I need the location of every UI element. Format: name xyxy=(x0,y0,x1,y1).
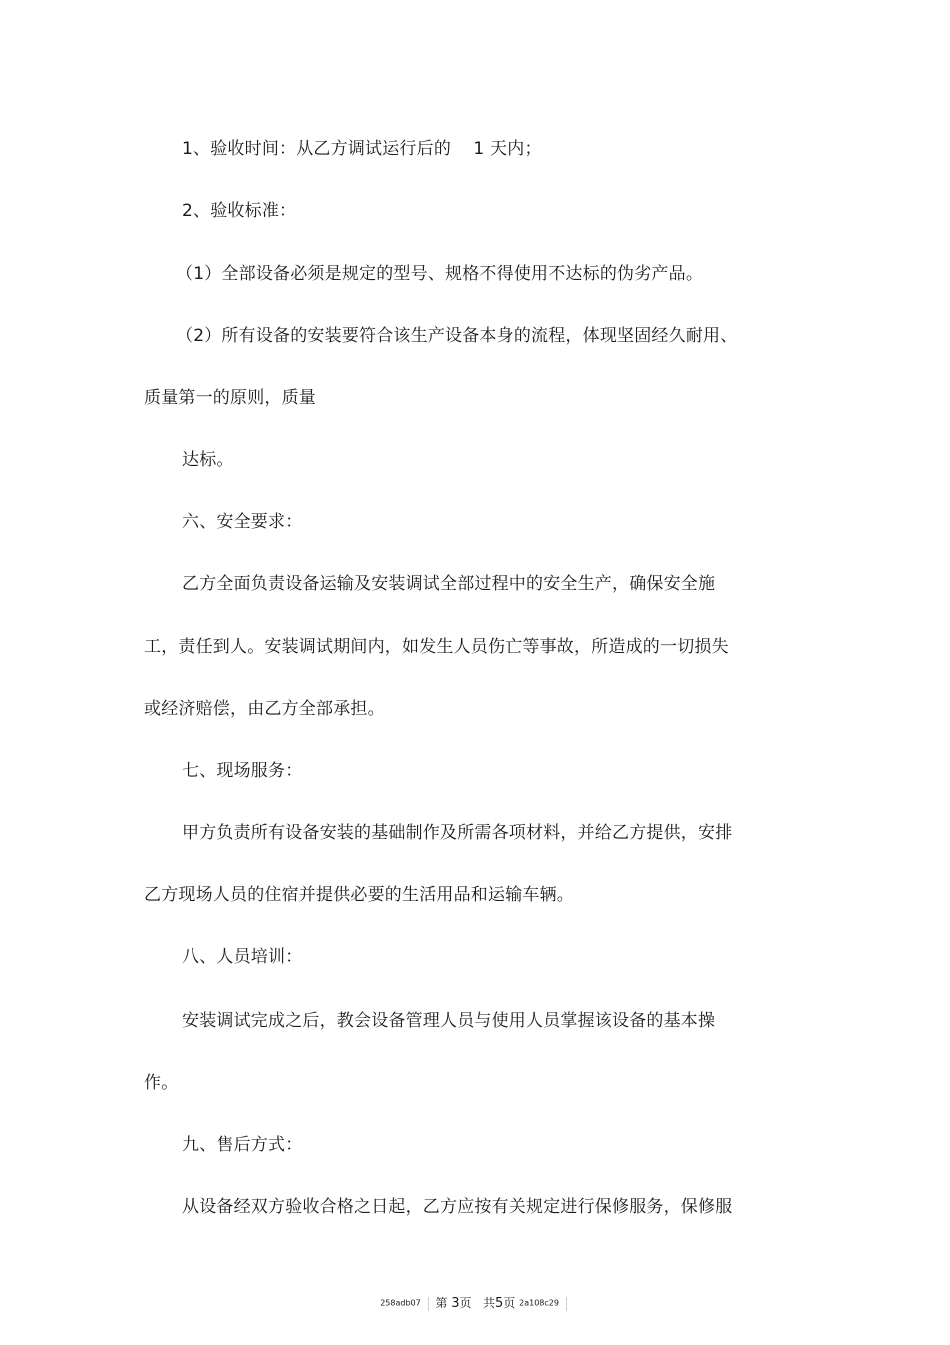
safety-paragraph-line-2: 工，责任到人。安装调试期间内，如发生人员伤亡等事故，所造成的一切损失 xyxy=(144,637,729,657)
footer-divider-right xyxy=(566,1297,567,1311)
onsite-service-heading: 七、现场服务： xyxy=(182,761,303,781)
page-footer xyxy=(0,1296,950,1311)
footer-divider-left xyxy=(428,1297,429,1311)
onsite-service-line-1: 甲方负责所有设备安装的基础制作及所需各项材料，并给乙方提供，安排 xyxy=(182,823,733,843)
footer-page-suffix: 页 xyxy=(459,1296,472,1310)
after-sales-line-1: 从设备经双方验收合格之日起，乙方应按有关规定进行保修服务，保修服 xyxy=(182,1197,733,1217)
standard-item-2-continued: 质量第一的原则，质量 xyxy=(144,388,316,408)
standard-item-1: （1）全部设备必须是规定的型号、规格不得使用不达标的伪劣产品。 xyxy=(176,264,704,284)
acceptance-time-line: 1、验收时间：从乙方调试运行后的 1 天内； xyxy=(182,139,542,159)
footer-page-prefix: 第 xyxy=(435,1296,448,1310)
footer-total-prefix: 共 xyxy=(482,1296,495,1310)
safety-paragraph-line-1: 乙方全面负责设备运输及安装调试全部过程中的安全生产，确保安全施 xyxy=(182,574,716,594)
acceptance-standard-heading: 2、验收标准： xyxy=(182,201,297,221)
onsite-service-line-2: 乙方现场人员的住宿并提供必要的生活用品和运输车辆。 xyxy=(144,885,574,905)
training-heading: 八、人员培训： xyxy=(182,947,303,967)
footer-total-number: 5 xyxy=(494,1296,504,1311)
training-line-2: 作。 xyxy=(144,1073,179,1093)
after-sales-heading: 九、售后方式： xyxy=(182,1135,303,1155)
safety-paragraph-line-3: 或经济赔偿，由乙方全部承担。 xyxy=(144,699,385,719)
footer-total-suffix: 页 xyxy=(503,1296,516,1310)
training-line-1: 安装调试完成之后，教会设备管理人员与使用人员掌握该设备的基本操 xyxy=(182,1011,716,1031)
footer-left-code: 258adb07 xyxy=(380,1298,421,1308)
standard-item-2: （2）所有设备的安装要符合该生产设备本身的流程，体现坚固经久耐用、 xyxy=(176,326,738,346)
safety-heading: 六、安全要求： xyxy=(182,512,303,532)
footer-right-code: 2a108c29 xyxy=(519,1298,559,1308)
footer-page-number: 3 xyxy=(451,1296,460,1311)
standard-item-2-end: 达标。 xyxy=(182,450,234,470)
